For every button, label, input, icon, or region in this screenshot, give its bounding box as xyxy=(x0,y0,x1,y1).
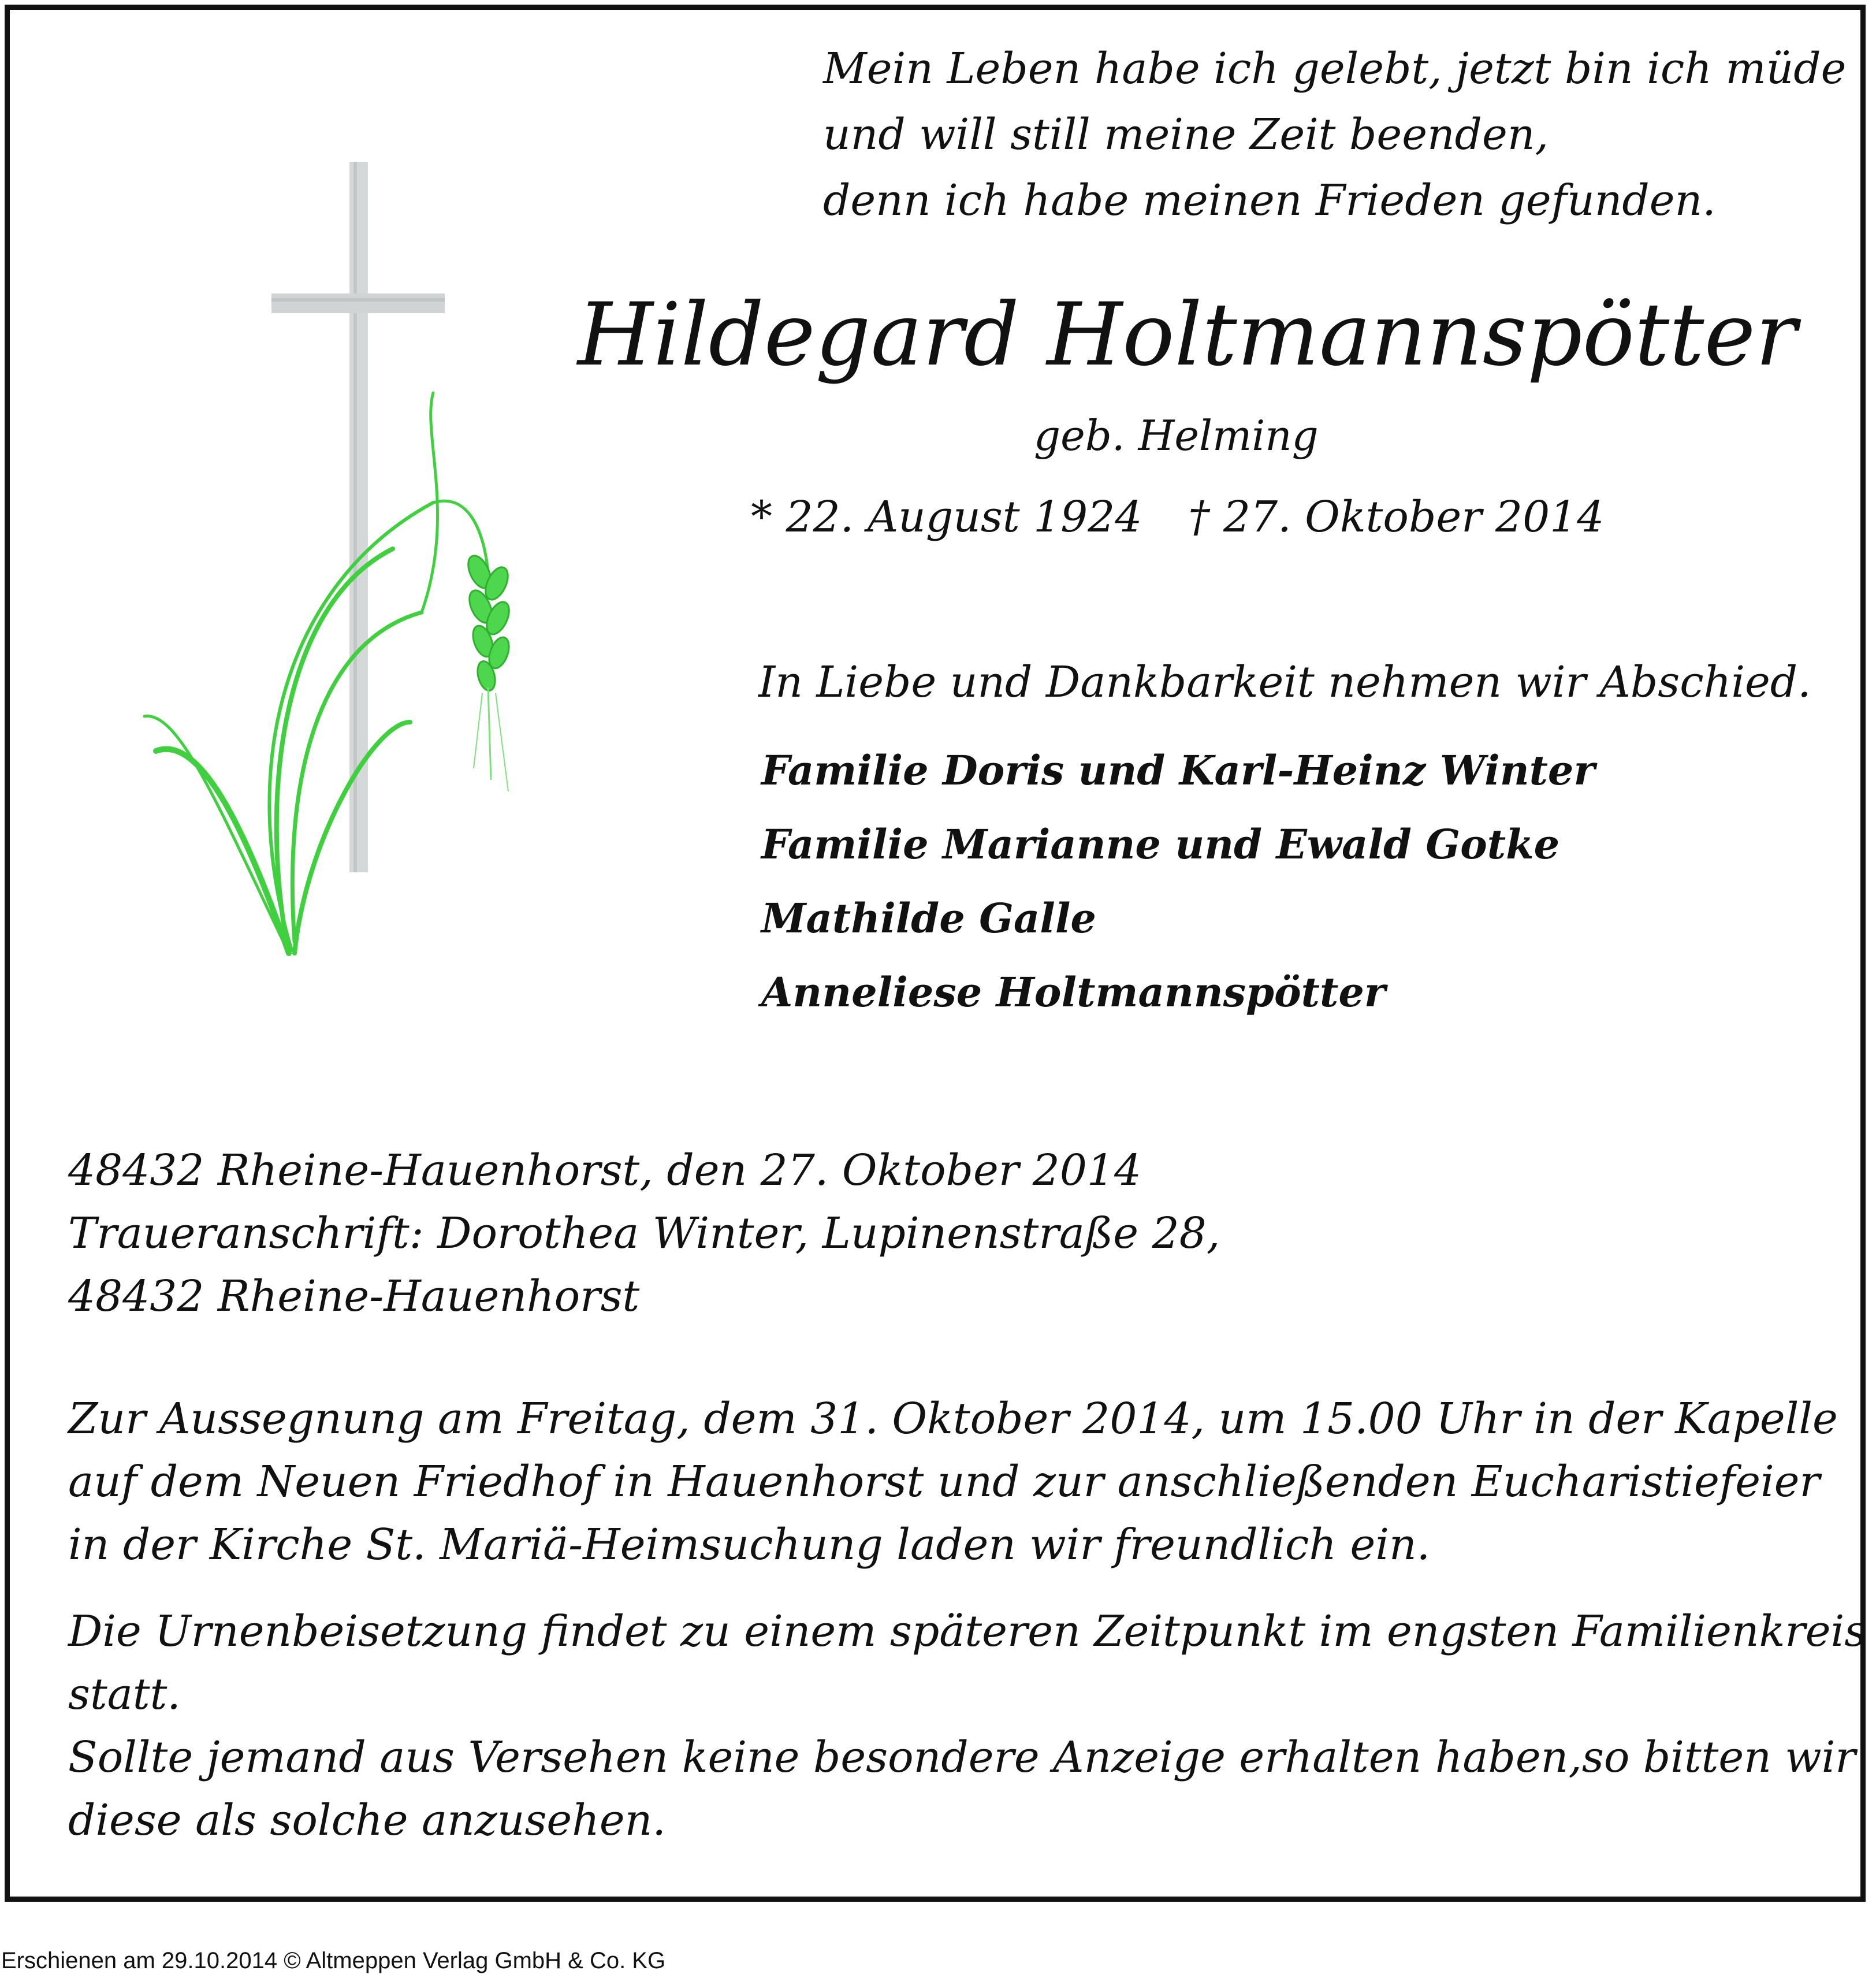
paragraph-line: Die Urnenbeisetzung findet zu einem späteren Zeitpunkt im engsten Familienkreis xyxy=(68,1607,1867,1656)
paragraph-line: diese als solche anzusehen. xyxy=(68,1795,666,1845)
grass-icon xyxy=(144,393,488,953)
poem-line: und will still meine Zeit beenden, xyxy=(823,110,1549,159)
birth-date: * 22. August 1924 xyxy=(751,492,1142,542)
life-dates xyxy=(751,492,1604,542)
deceased-name: Hildegard Holtmannspötter xyxy=(578,285,1797,385)
death-date: † 27. Oktober 2014 xyxy=(1188,492,1605,542)
mourner-name: Familie Doris und Karl-Heinz Winter xyxy=(761,746,1595,794)
poem xyxy=(823,36,1846,233)
burial-paragraph xyxy=(68,1600,1866,1852)
farewell-line: In Liebe und Dankbarkeit nehmen wir Abschied. xyxy=(758,657,1811,707)
service-paragraph xyxy=(68,1388,1838,1577)
mourner-name: Mathilde Galle xyxy=(761,894,1096,942)
address-line: 48432 Rheine-Hauenhorst xyxy=(68,1271,640,1321)
paragraph-line: in der Kirche St. Mariä-Heimsuchung laden wir freundlich ein. xyxy=(68,1520,1431,1570)
mourner-name: Familie Marianne und Ewald Gotke xyxy=(761,820,1560,868)
mourning-address xyxy=(68,1139,1220,1328)
address-line: 48432 Rheine-Hauenhorst, den 27. Oktober 2014 xyxy=(68,1146,1142,1195)
poem-line: denn ich habe meinen Frieden gefunden. xyxy=(823,176,1716,225)
paragraph-line: auf dem Neuen Friedhof in Hauenhorst und zur anschließenden Eucharistiefeier xyxy=(68,1457,1820,1507)
paragraph-line: Sollte jemand aus Versehen keine besondere Anzeige erhalten haben,so bitten wir xyxy=(68,1732,1856,1782)
poem-line: Mein Leben habe ich gelebt, jetzt bin ich müde xyxy=(823,44,1847,94)
paragraph-line: Zur Aussegnung am Freitag, dem 31. Oktober 2014, um 15.00 Uhr in der Kapelle xyxy=(68,1394,1838,1444)
maiden-name: geb. Helming xyxy=(1034,411,1319,460)
mourner-name: Anneliese Holtmannspötter xyxy=(761,968,1386,1016)
address-line: Traueranschrift: Dorothea Winter, Lupinenstraße 28, xyxy=(68,1209,1220,1258)
publication-footer: Erschienen am 29.10.2014 © Altmeppen Verlag GmbH & Co. KG xyxy=(1,1948,666,1973)
wheat-ear-icon xyxy=(464,552,513,791)
paragraph-line: statt. xyxy=(68,1670,181,1719)
cross-grass-illustration xyxy=(133,144,537,988)
